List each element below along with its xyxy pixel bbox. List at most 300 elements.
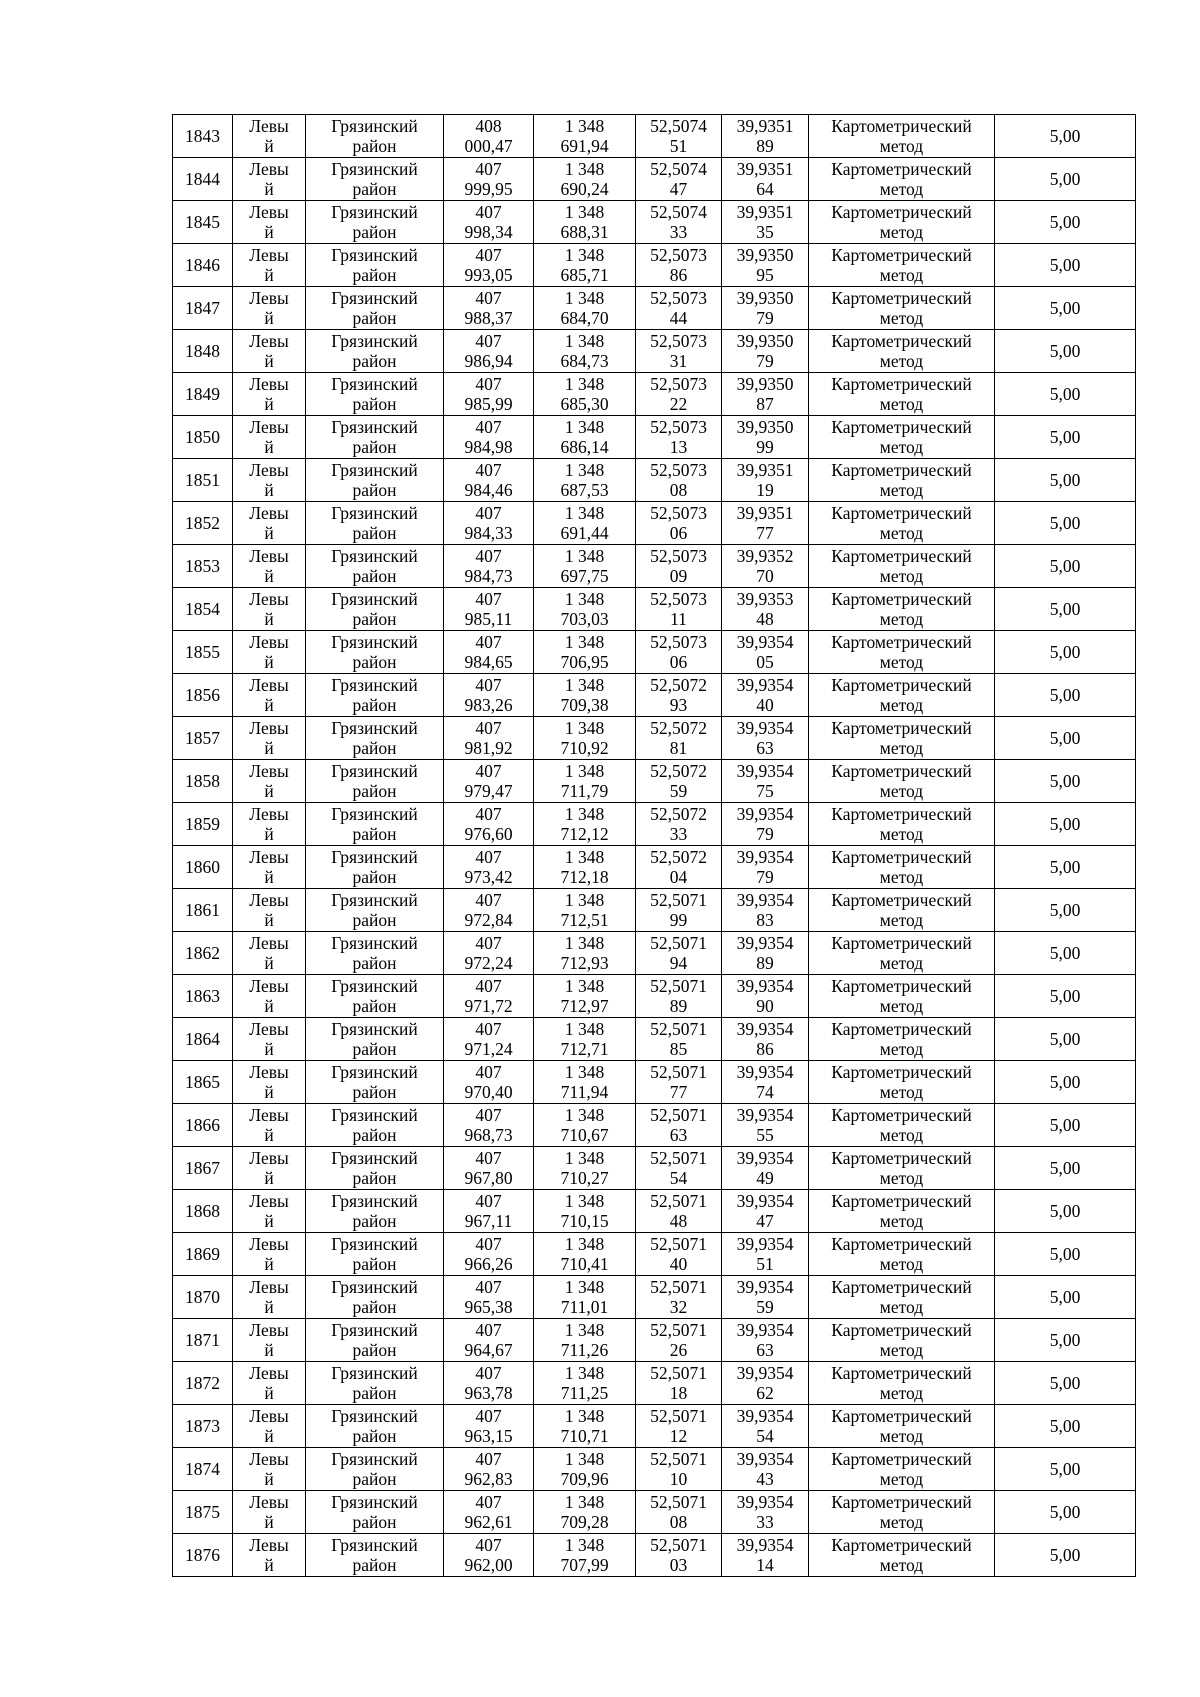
x-coordinate-cell-line: 407 bbox=[475, 1405, 502, 1426]
longitude-cell bbox=[722, 1448, 809, 1491]
side-cell bbox=[233, 846, 306, 889]
latitude-cell bbox=[636, 717, 722, 760]
table-row bbox=[173, 1061, 1136, 1104]
y-coordinate-cell-line: 1 348 bbox=[564, 760, 605, 781]
method-cell bbox=[809, 244, 995, 287]
table-row bbox=[173, 631, 1136, 674]
point-number-cell: 1876 bbox=[173, 1534, 233, 1577]
latitude-cell-line: 52,5072 bbox=[650, 674, 707, 695]
method-cell bbox=[809, 1319, 995, 1362]
latitude-cell bbox=[636, 975, 722, 1018]
y-coordinate-cell-line: 712,93 bbox=[560, 953, 609, 973]
x-coordinate-cell-line: 971,24 bbox=[464, 1039, 513, 1059]
x-coordinate-cell-line: 407 bbox=[475, 631, 502, 652]
x-coordinate-cell-line: 984,46 bbox=[464, 480, 513, 500]
latitude-cell bbox=[636, 889, 722, 932]
side-cell bbox=[233, 545, 306, 588]
side-cell-line: й bbox=[264, 1082, 274, 1102]
district-cell-line: Грязинский bbox=[331, 1233, 418, 1254]
longitude-cell bbox=[722, 1319, 809, 1362]
latitude-cell-line: 85 bbox=[669, 1039, 688, 1059]
y-coordinate-cell bbox=[534, 760, 636, 803]
method-cell-line: Картометрический bbox=[831, 932, 972, 953]
side-cell-line: й bbox=[264, 781, 274, 801]
x-coordinate-cell bbox=[444, 459, 534, 502]
y-coordinate-cell-line: 697,75 bbox=[560, 566, 609, 586]
district-cell-line: Грязинский bbox=[331, 1448, 418, 1469]
latitude-cell-line: 48 bbox=[669, 1211, 688, 1231]
longitude-cell-line: 39,9350 bbox=[736, 287, 794, 308]
x-coordinate-cell-line: 976,60 bbox=[464, 824, 513, 844]
method-cell-line: метод bbox=[879, 1297, 924, 1317]
point-number-cell: 1873 bbox=[173, 1405, 233, 1448]
longitude-cell bbox=[722, 545, 809, 588]
method-cell bbox=[809, 717, 995, 760]
y-coordinate-cell bbox=[534, 932, 636, 975]
table-row bbox=[173, 889, 1136, 932]
longitude-cell-line: 39,9354 bbox=[736, 932, 794, 953]
district-cell-line: район bbox=[352, 394, 397, 414]
latitude-cell-line: 89 bbox=[669, 996, 688, 1016]
y-coordinate-cell-line: 1 348 bbox=[564, 932, 605, 953]
accuracy-cell: 5,00 bbox=[995, 502, 1136, 545]
district-cell-line: район bbox=[352, 1469, 397, 1489]
district-cell bbox=[306, 373, 444, 416]
latitude-cell bbox=[636, 631, 722, 674]
method-cell-line: Картометрический bbox=[831, 459, 972, 480]
x-coordinate-cell-line: 962,61 bbox=[464, 1512, 513, 1532]
longitude-cell bbox=[722, 760, 809, 803]
y-coordinate-cell-line: 691,44 bbox=[560, 523, 609, 543]
x-coordinate-cell-line: 407 bbox=[475, 502, 502, 523]
table-row bbox=[173, 373, 1136, 416]
y-coordinate-cell bbox=[534, 244, 636, 287]
longitude-cell bbox=[722, 1061, 809, 1104]
district-cell-line: район bbox=[352, 1211, 397, 1231]
side-cell bbox=[233, 158, 306, 201]
district-cell-line: район bbox=[352, 1383, 397, 1403]
side-cell-line: й bbox=[264, 480, 274, 500]
x-coordinate-cell-line: 973,42 bbox=[464, 867, 513, 887]
latitude-cell bbox=[636, 1190, 722, 1233]
y-coordinate-cell-line: 1 348 bbox=[564, 674, 605, 695]
district-cell-line: район bbox=[352, 1082, 397, 1102]
y-coordinate-cell-line: 710,41 bbox=[560, 1254, 609, 1274]
side-cell-line: Левы bbox=[249, 416, 289, 437]
method-cell-line: метод bbox=[879, 867, 924, 887]
x-coordinate-cell-line: 407 bbox=[475, 717, 502, 738]
longitude-cell bbox=[722, 1276, 809, 1319]
table-row bbox=[173, 1233, 1136, 1276]
longitude-cell-line: 79 bbox=[756, 351, 774, 371]
method-cell-line: метод bbox=[879, 222, 924, 242]
latitude-cell bbox=[636, 287, 722, 330]
side-cell-line: й bbox=[264, 308, 274, 328]
side-cell bbox=[233, 244, 306, 287]
method-cell-line: Картометрический bbox=[831, 803, 972, 824]
method-cell bbox=[809, 1491, 995, 1534]
point-number-cell: 1875 bbox=[173, 1491, 233, 1534]
side-cell-line: Левы bbox=[249, 201, 289, 222]
district-cell-line: район bbox=[352, 222, 397, 242]
longitude-cell-line: 39,9354 bbox=[736, 1104, 794, 1125]
district-cell-line: Грязинский bbox=[331, 975, 418, 996]
x-coordinate-cell-line: 963,78 bbox=[464, 1383, 513, 1403]
longitude-cell-line: 39,9354 bbox=[736, 1276, 794, 1297]
latitude-cell-line: 54 bbox=[669, 1168, 688, 1188]
method-cell bbox=[809, 760, 995, 803]
method-cell-line: Картометрический bbox=[831, 287, 972, 308]
table-row bbox=[173, 760, 1136, 803]
method-cell-line: Картометрический bbox=[831, 373, 972, 394]
table-row bbox=[173, 674, 1136, 717]
latitude-cell-line: 52,5071 bbox=[650, 1018, 707, 1039]
side-cell bbox=[233, 373, 306, 416]
method-cell bbox=[809, 1147, 995, 1190]
district-cell-line: Грязинский bbox=[331, 1405, 418, 1426]
y-coordinate-cell bbox=[534, 115, 636, 158]
side-cell-line: Левы bbox=[249, 1147, 289, 1168]
y-coordinate-cell-line: 711,94 bbox=[560, 1082, 609, 1102]
y-coordinate-cell-line: 685,30 bbox=[560, 394, 609, 414]
latitude-cell-line: 52,5073 bbox=[650, 330, 707, 351]
table-row bbox=[173, 1405, 1136, 1448]
side-cell-line: й bbox=[264, 1426, 274, 1446]
y-coordinate-cell-line: 711,25 bbox=[560, 1383, 609, 1403]
side-cell-line: Левы bbox=[249, 287, 289, 308]
longitude-cell-line: 90 bbox=[756, 996, 774, 1016]
longitude-cell bbox=[722, 1190, 809, 1233]
side-cell bbox=[233, 803, 306, 846]
x-coordinate-cell-line: 967,11 bbox=[464, 1211, 513, 1231]
latitude-cell-line: 63 bbox=[669, 1125, 688, 1145]
longitude-cell-line: 89 bbox=[756, 953, 774, 973]
y-coordinate-cell-line: 1 348 bbox=[564, 1534, 605, 1555]
district-cell bbox=[306, 889, 444, 932]
x-coordinate-cell-line: 407 bbox=[475, 287, 502, 308]
district-cell-line: Грязинский bbox=[331, 760, 418, 781]
side-cell-line: Левы bbox=[249, 158, 289, 179]
method-cell bbox=[809, 803, 995, 846]
latitude-cell-line: 52,5073 bbox=[650, 502, 707, 523]
accuracy-cell: 5,00 bbox=[995, 201, 1136, 244]
accuracy-cell: 5,00 bbox=[995, 1362, 1136, 1405]
x-coordinate-cell-line: 407 bbox=[475, 1233, 502, 1254]
x-coordinate-cell-line: 407 bbox=[475, 1147, 502, 1168]
side-cell-line: й bbox=[264, 1168, 274, 1188]
y-coordinate-cell bbox=[534, 502, 636, 545]
method-cell-line: Картометрический bbox=[831, 158, 972, 179]
method-cell bbox=[809, 975, 995, 1018]
y-coordinate-cell bbox=[534, 1448, 636, 1491]
district-cell-line: район bbox=[352, 824, 397, 844]
y-coordinate-cell-line: 1 348 bbox=[564, 502, 605, 523]
district-cell bbox=[306, 1405, 444, 1448]
side-cell-line: й bbox=[264, 910, 274, 930]
table-row bbox=[173, 545, 1136, 588]
method-cell-line: Картометрический bbox=[831, 631, 972, 652]
method-cell bbox=[809, 1233, 995, 1276]
method-cell-line: метод bbox=[879, 738, 924, 758]
latitude-cell-line: 52,5073 bbox=[650, 373, 707, 394]
method-cell bbox=[809, 373, 995, 416]
latitude-cell-line: 52,5071 bbox=[650, 1491, 707, 1512]
district-cell-line: Грязинский bbox=[331, 1276, 418, 1297]
method-cell-line: метод bbox=[879, 1469, 924, 1489]
district-cell bbox=[306, 330, 444, 373]
latitude-cell-line: 52,5072 bbox=[650, 760, 707, 781]
side-cell bbox=[233, 1276, 306, 1319]
longitude-cell-line: 39,9354 bbox=[736, 846, 794, 867]
longitude-cell bbox=[722, 373, 809, 416]
longitude-cell bbox=[722, 502, 809, 545]
latitude-cell bbox=[636, 1362, 722, 1405]
latitude-cell-line: 31 bbox=[669, 351, 688, 371]
side-cell-line: й bbox=[264, 1469, 274, 1489]
x-coordinate-cell bbox=[444, 760, 534, 803]
y-coordinate-cell bbox=[534, 1534, 636, 1577]
side-cell-line: Левы bbox=[249, 631, 289, 652]
longitude-cell-line: 48 bbox=[756, 609, 774, 629]
x-coordinate-cell bbox=[444, 545, 534, 588]
longitude-cell-line: 05 bbox=[756, 652, 774, 672]
side-cell-line: Левы bbox=[249, 588, 289, 609]
method-cell-line: метод bbox=[879, 781, 924, 801]
x-coordinate-cell-line: 963,15 bbox=[464, 1426, 513, 1446]
longitude-cell-line: 47 bbox=[756, 1211, 774, 1231]
y-coordinate-cell-line: 1 348 bbox=[564, 373, 605, 394]
accuracy-cell: 5,00 bbox=[995, 674, 1136, 717]
method-cell-line: метод bbox=[879, 953, 924, 973]
method-cell-line: Картометрический bbox=[831, 717, 972, 738]
latitude-cell-line: 26 bbox=[669, 1340, 688, 1360]
longitude-cell bbox=[722, 975, 809, 1018]
method-cell-line: Картометрический bbox=[831, 330, 972, 351]
side-cell-line: Левы bbox=[249, 932, 289, 953]
x-coordinate-cell bbox=[444, 975, 534, 1018]
longitude-cell bbox=[722, 1534, 809, 1577]
accuracy-cell: 5,00 bbox=[995, 1233, 1136, 1276]
y-coordinate-cell-line: 1 348 bbox=[564, 201, 605, 222]
point-number-cell: 1844 bbox=[173, 158, 233, 201]
accuracy-cell: 5,00 bbox=[995, 158, 1136, 201]
y-coordinate-cell-line: 686,14 bbox=[560, 437, 609, 457]
table-row bbox=[173, 846, 1136, 889]
point-number-cell: 1862 bbox=[173, 932, 233, 975]
point-number-cell: 1856 bbox=[173, 674, 233, 717]
side-cell-line: Левы bbox=[249, 373, 289, 394]
longitude-cell-line: 99 bbox=[756, 437, 774, 457]
latitude-cell-line: 52,5071 bbox=[650, 1319, 707, 1340]
district-cell-line: район bbox=[352, 179, 397, 199]
side-cell bbox=[233, 674, 306, 717]
x-coordinate-cell bbox=[444, 1104, 534, 1147]
district-cell-line: район bbox=[352, 695, 397, 715]
method-cell-line: метод bbox=[879, 1426, 924, 1446]
table-row bbox=[173, 502, 1136, 545]
y-coordinate-cell bbox=[534, 1276, 636, 1319]
y-coordinate-cell-line: 1 348 bbox=[564, 1405, 605, 1426]
latitude-cell bbox=[636, 760, 722, 803]
district-cell-line: район bbox=[352, 609, 397, 629]
method-cell-line: Картометрический bbox=[831, 588, 972, 609]
latitude-cell-line: 52,5074 bbox=[650, 115, 707, 136]
side-cell bbox=[233, 287, 306, 330]
method-cell-line: Картометрический bbox=[831, 1061, 972, 1082]
side-cell bbox=[233, 1534, 306, 1577]
x-coordinate-cell bbox=[444, 1190, 534, 1233]
method-cell-line: метод bbox=[879, 1125, 924, 1145]
longitude-cell-line: 54 bbox=[756, 1426, 774, 1446]
district-cell-line: район bbox=[352, 1555, 397, 1575]
longitude-cell bbox=[722, 1104, 809, 1147]
side-cell-line: й bbox=[264, 1297, 274, 1317]
y-coordinate-cell-line: 687,53 bbox=[560, 480, 609, 500]
longitude-cell-line: 19 bbox=[756, 480, 774, 500]
longitude-cell-line: 39,9354 bbox=[736, 717, 794, 738]
longitude-cell-line: 89 bbox=[756, 136, 774, 156]
accuracy-cell: 5,00 bbox=[995, 1491, 1136, 1534]
x-coordinate-cell-line: 962,00 bbox=[464, 1555, 513, 1575]
side-cell-line: Левы bbox=[249, 1104, 289, 1125]
longitude-cell-line: 14 bbox=[756, 1555, 774, 1575]
longitude-cell bbox=[722, 244, 809, 287]
district-cell-line: район bbox=[352, 1340, 397, 1360]
longitude-cell-line: 39,9351 bbox=[736, 201, 794, 222]
x-coordinate-cell-line: 968,73 bbox=[464, 1125, 513, 1145]
side-cell-line: Левы bbox=[249, 760, 289, 781]
method-cell-line: метод bbox=[879, 394, 924, 414]
district-cell-line: Грязинский bbox=[331, 158, 418, 179]
district-cell-line: Грязинский bbox=[331, 545, 418, 566]
longitude-cell-line: 86 bbox=[756, 1039, 774, 1059]
side-cell-line: Левы bbox=[249, 115, 289, 136]
longitude-cell-line: 39,9350 bbox=[736, 330, 794, 351]
x-coordinate-cell-line: 407 bbox=[475, 1534, 502, 1555]
x-coordinate-cell-line: 407 bbox=[475, 158, 502, 179]
side-cell-line: Левы bbox=[249, 1276, 289, 1297]
method-cell-line: Картометрический bbox=[831, 1104, 972, 1125]
longitude-cell-line: 63 bbox=[756, 1340, 774, 1360]
method-cell-line: метод bbox=[879, 652, 924, 672]
district-cell bbox=[306, 846, 444, 889]
method-cell-line: метод bbox=[879, 265, 924, 285]
table-row bbox=[173, 1190, 1136, 1233]
method-cell-line: метод bbox=[879, 1512, 924, 1532]
side-cell-line: й bbox=[264, 1383, 274, 1403]
y-coordinate-cell bbox=[534, 674, 636, 717]
longitude-cell bbox=[722, 287, 809, 330]
side-cell bbox=[233, 1319, 306, 1362]
x-coordinate-cell-line: 962,83 bbox=[464, 1469, 513, 1489]
accuracy-cell: 5,00 bbox=[995, 115, 1136, 158]
method-cell-line: Картометрический bbox=[831, 1448, 972, 1469]
y-coordinate-cell-line: 1 348 bbox=[564, 1448, 605, 1469]
district-cell-line: Грязинский bbox=[331, 889, 418, 910]
y-coordinate-cell-line: 688,31 bbox=[560, 222, 609, 242]
x-coordinate-cell bbox=[444, 631, 534, 674]
method-cell-line: Картометрический bbox=[831, 416, 972, 437]
side-cell bbox=[233, 1405, 306, 1448]
district-cell bbox=[306, 416, 444, 459]
district-cell-line: Грязинский bbox=[331, 244, 418, 265]
point-number-cell: 1853 bbox=[173, 545, 233, 588]
district-cell bbox=[306, 1276, 444, 1319]
district-cell-line: район bbox=[352, 781, 397, 801]
x-coordinate-cell-line: 979,47 bbox=[464, 781, 513, 801]
side-cell bbox=[233, 1233, 306, 1276]
longitude-cell-line: 39,9354 bbox=[736, 975, 794, 996]
latitude-cell bbox=[636, 932, 722, 975]
latitude-cell bbox=[636, 416, 722, 459]
latitude-cell-line: 06 bbox=[669, 523, 688, 543]
y-coordinate-cell-line: 706,95 bbox=[560, 652, 609, 672]
method-cell-line: метод bbox=[879, 1254, 924, 1274]
y-coordinate-cell bbox=[534, 1233, 636, 1276]
longitude-cell bbox=[722, 115, 809, 158]
method-cell-line: метод bbox=[879, 179, 924, 199]
latitude-cell-line: 52,5074 bbox=[650, 158, 707, 179]
district-cell bbox=[306, 158, 444, 201]
method-cell-line: метод bbox=[879, 996, 924, 1016]
y-coordinate-cell-line: 684,70 bbox=[560, 308, 609, 328]
latitude-cell-line: 52,5072 bbox=[650, 803, 707, 824]
side-cell bbox=[233, 1018, 306, 1061]
point-number-cell: 1869 bbox=[173, 1233, 233, 1276]
longitude-cell-line: 62 bbox=[756, 1383, 774, 1403]
side-cell bbox=[233, 588, 306, 631]
longitude-cell-line: 39,9354 bbox=[736, 1233, 794, 1254]
x-coordinate-cell-line: 998,34 bbox=[464, 222, 513, 242]
x-coordinate-cell-line: 981,92 bbox=[464, 738, 513, 758]
y-coordinate-cell bbox=[534, 330, 636, 373]
x-coordinate-cell-line: 984,73 bbox=[464, 566, 513, 586]
y-coordinate-cell-line: 1 348 bbox=[564, 416, 605, 437]
y-coordinate-cell-line: 1 348 bbox=[564, 1061, 605, 1082]
x-coordinate-cell-line: 407 bbox=[475, 1448, 502, 1469]
x-coordinate-cell bbox=[444, 1061, 534, 1104]
side-cell-line: й bbox=[264, 652, 274, 672]
longitude-cell-line: 55 bbox=[756, 1125, 774, 1145]
table-row bbox=[173, 1018, 1136, 1061]
method-cell bbox=[809, 1104, 995, 1147]
y-coordinate-cell bbox=[534, 1362, 636, 1405]
y-coordinate-cell bbox=[534, 803, 636, 846]
point-number-cell: 1859 bbox=[173, 803, 233, 846]
x-coordinate-cell-line: 986,94 bbox=[464, 351, 513, 371]
longitude-cell bbox=[722, 631, 809, 674]
table-row bbox=[173, 932, 1136, 975]
latitude-cell-line: 52,5073 bbox=[650, 244, 707, 265]
y-coordinate-cell bbox=[534, 287, 636, 330]
y-coordinate-cell-line: 1 348 bbox=[564, 803, 605, 824]
district-cell-line: район bbox=[352, 1039, 397, 1059]
side-cell-line: Левы bbox=[249, 244, 289, 265]
longitude-cell-line: 39,9354 bbox=[736, 1190, 794, 1211]
latitude-cell-line: 44 bbox=[669, 308, 688, 328]
method-cell-line: метод bbox=[879, 1383, 924, 1403]
district-cell-line: район bbox=[352, 351, 397, 371]
x-coordinate-cell-line: 984,98 bbox=[464, 437, 513, 457]
coordinates-table bbox=[172, 114, 1136, 1577]
side-cell-line: Левы bbox=[249, 330, 289, 351]
side-cell-line: Левы bbox=[249, 889, 289, 910]
district-cell bbox=[306, 115, 444, 158]
table-row bbox=[173, 1491, 1136, 1534]
method-cell bbox=[809, 932, 995, 975]
x-coordinate-cell bbox=[444, 717, 534, 760]
side-cell-line: Левы bbox=[249, 717, 289, 738]
